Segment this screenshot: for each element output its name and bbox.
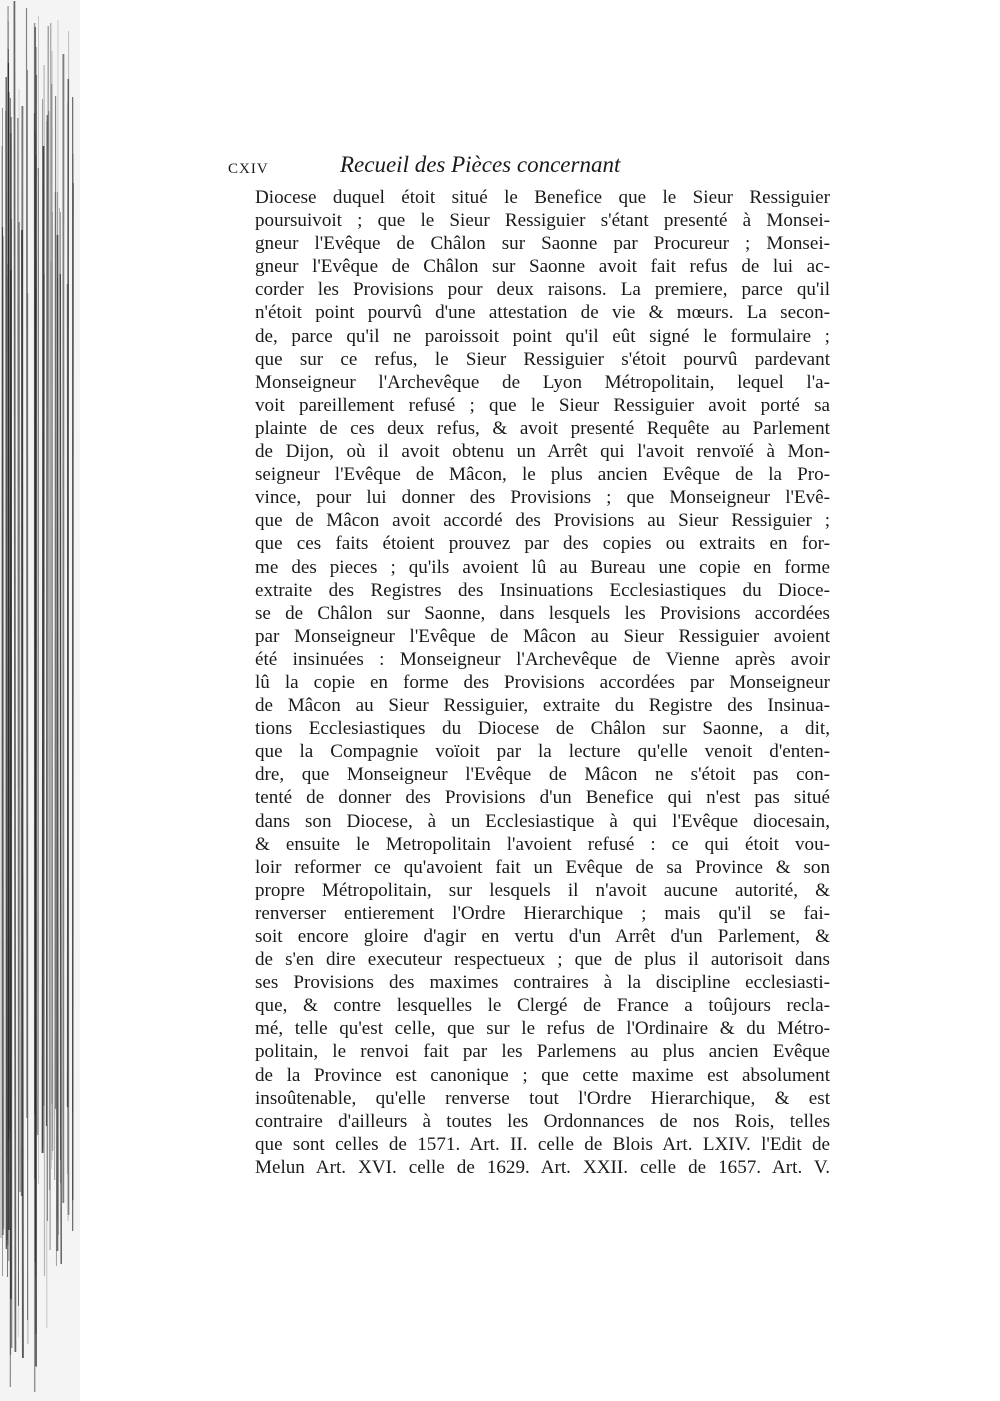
text-line: que sur ce refus, le Sieur Ressiguier s'étoit pourvû pardevant: [255, 348, 830, 370]
text-line: que ces faits étoient prouvez par des copies ou extraits en for-: [255, 533, 830, 555]
text-line: de, parce qu'il ne paroissoit point qu'il eût signé le formulaire ;: [255, 325, 830, 347]
text-line: dre, que Monseigneur l'Evêque de Mâcon ne s'étoit pas con-: [255, 764, 830, 786]
text-line: voit pareillement refusé ; que le Sieur Ressiguier avoit porté sa: [255, 394, 830, 416]
text-line: n'étoit point pourvû d'une attestation de vie & mœurs. La secon-: [255, 302, 830, 324]
spine-texture-line: [14, 1, 15, 1352]
text-line: dans son Diocese, à un Ecclesiastique à qui l'Evêque diocesain,: [255, 810, 830, 832]
spine-texture-line: [38, 168, 39, 1135]
spine-texture-line: [49, 111, 50, 1190]
text-line: extraite des Registres des Insinuations Ecclesiastiques du Dioce-: [255, 579, 830, 601]
text-line: que sont celles de 1571. Art. II. celle de Blois Art. LXIV. l'Edit de: [255, 1133, 830, 1155]
body-text: [255, 186, 830, 1179]
text-line: que, & contre lesquelles le Clergé de France a toûjours recla-: [255, 995, 830, 1017]
text-line: se de Châlon sur Saonne, dans lesquels les Provisions accordées: [255, 602, 830, 624]
text-line: Monseigneur l'Archevêque de Lyon Métropolitain, lequel l'a-: [255, 371, 830, 393]
text-line: de la Province est canonique ; que cette maxime est absolument: [255, 1064, 830, 1086]
text-line: par Monseigneur l'Evêque de Mâcon au Sieur Ressiguier avoient: [255, 625, 830, 647]
text-line: seigneur l'Evêque de Mâcon, le plus ancien Evêque de la Pro-: [255, 464, 830, 486]
text-line: soit encore gloire d'agir en vertu d'un Arrêt d'un Parlement, &: [255, 926, 830, 947]
text-line: de Dijon, où il avoit obtenu un Arrêt qui l'avoit renvoïé à Mon-: [255, 441, 830, 463]
page-number: cxiv: [228, 154, 269, 178]
text-line: Diocese duquel étoit situé le Benefice que le Sieur Ressiguier: [255, 187, 830, 208]
spine-texture-line: [19, 222, 20, 1192]
page-header: [228, 152, 828, 182]
book-spine-edge: [0, 0, 80, 1401]
text-line: plainte de ces deux refus, & avoit presenté Requête au Parlement: [255, 417, 830, 439]
text-line: gneur l'Evêque de Châlon sur Saonne par Procureur ; Monsei-: [255, 233, 830, 255]
spine-texture-line: [22, 106, 23, 1196]
text-line: été insinuées : Monseigneur l'Archevêque de Vienne après avoir: [255, 648, 830, 670]
text-line: propre Métropolitain, sur lesquels il n'avoit aucune autorité, &: [255, 879, 830, 901]
text-line: de Mâcon au Sieur Ressiguier, extraite du Registre des Insinua-: [255, 695, 830, 717]
text-line: & ensuite le Metropolitain l'avoient refusé : ce qui étoit vou-: [255, 833, 830, 855]
text-line: tions Ecclesiastiques du Diocese de Châlon sur Saonne, a dit,: [255, 718, 830, 740]
text-line: vince, pour lui donner des Provisions ; que Monseigneur l'Evê-: [255, 487, 830, 509]
text-line: lû la copie en forme des Provisions accordées par Monseigneur: [255, 671, 830, 693]
text-line: que de Mâcon avoit accordé des Provisions au Sieur Ressiguier ;: [255, 510, 830, 532]
text-line: corder les Provisions pour deux raisons. La premiere, parce qu'il: [255, 279, 830, 301]
text-line: de s'en dire executeur respectueux ; que de plus il autorisoit dans: [255, 949, 830, 971]
text-line: renverser entierement l'Ordre Hierarchique ; mais qu'il se fai-: [255, 902, 830, 924]
spine-texture-line: [50, 23, 51, 1250]
text-line: politain, le renvoi fait par les Parlemens au plus ancien Evêque: [255, 1041, 830, 1063]
text-line: contraire d'ailleurs à toutes les Ordonnances de nos Rois, telles: [255, 1110, 830, 1132]
running-title: Recueil des Pièces concernant: [340, 152, 621, 177]
text-line: que la Compagnie voïoit par la lecture qu'elle venoit d'enten-: [255, 741, 830, 763]
spine-texture-line: [43, 99, 44, 1146]
text-line: mé, telle qu'est celle, que sur le refus de l'Ordinaire & du Métro-: [255, 1018, 830, 1040]
text-line: loir reformer ce qu'avoient fait un Evêque de sa Province & son: [255, 856, 830, 878]
text-line: Melun Art. XVI. celle de 1629. Art. XXII. celle de 1657. Art. V.: [255, 1156, 830, 1178]
text-line: me des pieces ; qu'ils avoient lû au Bureau une copie en forme: [255, 556, 830, 578]
text-line: poursuivoit ; que le Sieur Ressiguier s'étant presenté à Monsei-: [255, 210, 830, 232]
text-line: tenté de donner des Provisions d'un Benefice qui n'est pas situé: [255, 787, 830, 809]
text-line: ses Provisions des maximes contraires à la discipline ecclesiasti-: [255, 972, 830, 994]
text-line: gneur l'Evêque de Châlon sur Saonne avoit fait refus de lui ac-: [255, 256, 830, 278]
text-line: insoûtenable, qu'elle renverse tout l'Ordre Hierarchique, & est: [255, 1087, 830, 1109]
spine-texture-line: [11, 117, 12, 1348]
